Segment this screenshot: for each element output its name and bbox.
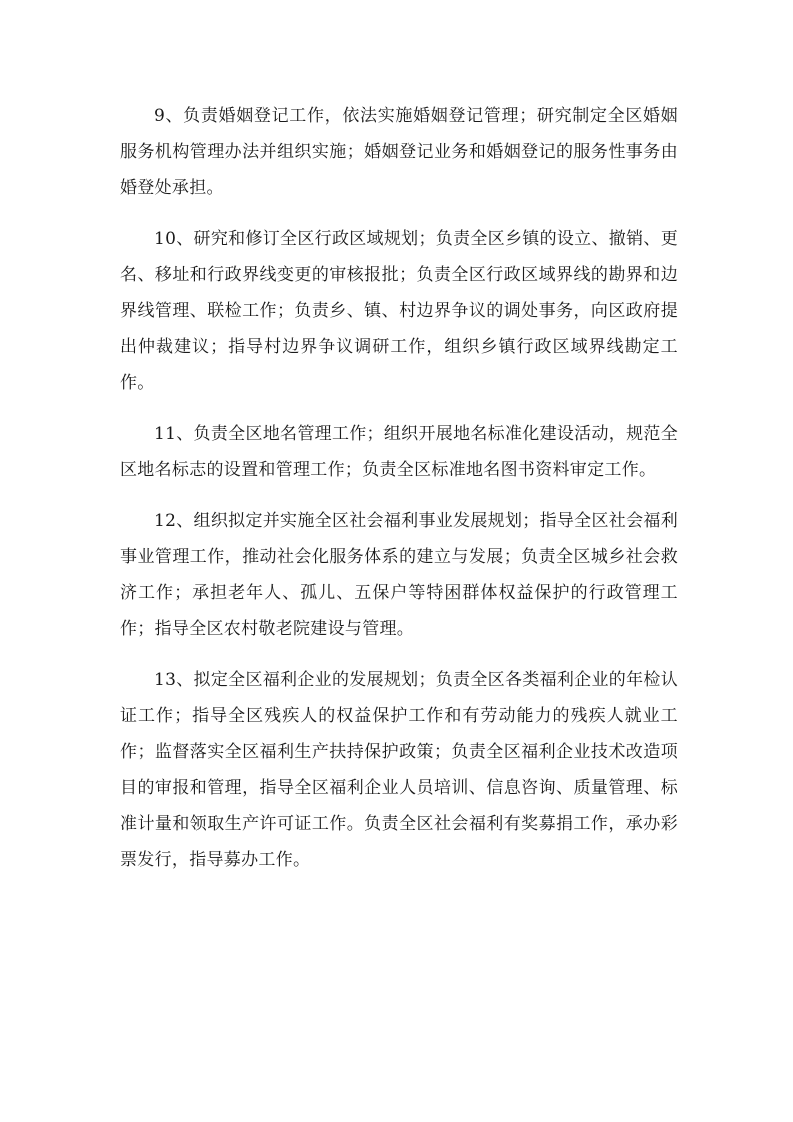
document-body xyxy=(120,98,678,893)
paragraph-item-11: 11、负责全区地名管理工作；组织开展地名标准化建设活动，规范全区地名标志的设置和管理工作；负责全区标准地名图书资料审定工作。 xyxy=(120,424,678,480)
paragraph-item-9: 9、负责婚姻登记工作，依法实施婚姻登记管理；研究制定全区婚姻服务机构管理办法并组织实施；婚姻登记业务和婚姻登记的服务性事务由婚登处承担。 xyxy=(120,106,678,198)
paragraph-item-13: 13、拟定全区福利企业的发展规划；负责全区各类福利企业的年检认证工作；指导全区残疾人的权益保护工作和有劳动能力的残疾人就业工作；监督落实全区福利生产扶持保护政策；负责全区福利企业技术改造项目的审报和管理，指导全区福利企业人员培训、信息咨询、质量管理、标准计量和领取生产许可证工作。负责全区社会福利有奖募捐工作，承办彩票发行，指导募办工作。 xyxy=(120,670,678,870)
paragraph-item-10: 10、研究和修订全区行政区域规划；负责全区乡镇的设立、撤销、更名、移址和行政界线变更的审核报批；负责全区行政区域界线的勘界和边界线管理、联检工作；负责乡、镇、村边界争议的调处事务，向区政府提出仲裁建议；指导村边界争议调研工作，组织乡镇行政区域界线勘定工作。 xyxy=(120,229,678,393)
paragraph-item-12: 12、组织拟定并实施全区社会福利事业发展规划；指导全区社会福利事业管理工作，推动社会化服务体系的建立与发展；负责全区城乡社会救济工作；承担老年人、孤儿、五保户等特困群体权益保护的行政管理工作；指导全区农村敬老院建设与管理。 xyxy=(120,511,678,639)
